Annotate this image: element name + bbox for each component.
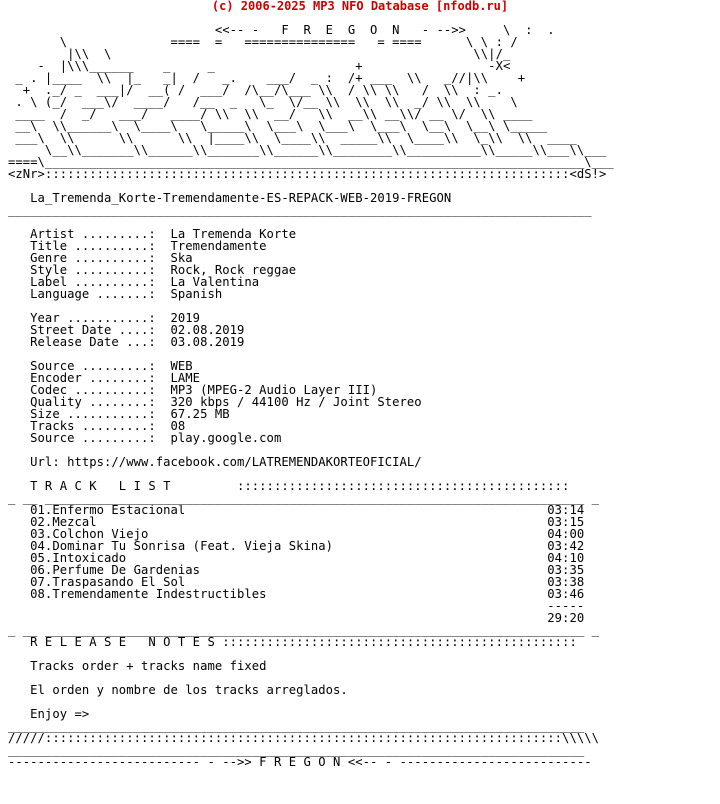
nfodb-credit-line: (c) 2006-2025 MP3 NFO Database [nfodb.ru] [211,0,509,13]
nfo-text-body: <<-- - F R E G O N - -->> \ : . \ ==== = =============== = ==== \ \ : / |\\ \ \\|/_ - |\\\______ _ _ + -X< _ . |____ \\ |_ _| / _. ___/ _ : /+ ___ \\ _//|\\ + + ._/ _ ___|/ __( / ___/ /\__/\___ \\ / \\ \\ / \\ : _. . \ (_/ ___\/ ____/ /__ _ \_ \/__ \\ \\ \\ _/ \\ \\ \ ____ / _/ ___/ ____/ \\ \\ __/ \\ __\\ __\\/ __ \/ \\ ____ __\ \\______\ \____\ \_____\ \___\ \___\ \___\ \__\ \__\ \_____ ___\ \\ \\ \\ |____\\ \____\\ _____\\ \____\\ \_\\ \\ ____ \__\\_______\\______\\_______\\______\\________\\__________\\_____\\___\\___ ====\_________________________________________________________________________\___ <zNr>:::::::::::::::::::::::::::::::::::::::::::::::::::::::::::::::::::::::<dS!> La_Tremenda_Korte-Tremendamente-ES-REPACK-WEB-2019-FREGON _______________________________________________________________________________ Artist .........: La Tremenda Korte Title ..........: Tremendamente Genre ..........: Ska Style ..........: Rock, Rock reggae Label ..........: La Valentina Language .......: Spanish Year ...........: 2019 Street Date ....: 02.08.2019 Release Date ...: 03.08.2019 Source .........: WEB Encoder ........: LAME Codec ..........: MP3 (MPEG-2 Audio Layer III) Quality ........: 320 kbps / 44100 Hz / Joint Stereo Size ...........: 67.25 MB Tracks .........: 08 Source .........: play.google.com Url: https://www.facebook.com/LATREMENDAKORTEOFICIAL/ T R A C K L I S T ::::::::::::::::::::::::::::::::::::::::::::: _ __ _________________________________________________________________________ _ 01.Enfermo Estacional 03:14 02.Mezcal 03:15 03.Colchon Viejo 04:00 04.Dominar Tu Sonrisa (Feat. Vieja Skina) 03:42 05.Intoxicado 04:10 06.Perfume De Gardenias 03:35 07.Traspasando El Sol 03:38 08.Tremendamente Indestructibles 03:46 ----- 29:20 _ __ _________________________________________________________________________ _ R E L E A S E N O T E S :::::::::::::::::::::::::::::::::::::::::::::::: Tracks order + tracks name fixed El orden y nombre de los tracks arreglados. Enjoy => ______________________________________________________________________________ /////::::::::::::::::::::::::::::::::::::::::::::::::::::::::::::::::::::::\\\\\ ______________________________________________________________________________ -------------------------- - -->> F R E G O N <<-- - -------------------------- [8,23,614,769]
